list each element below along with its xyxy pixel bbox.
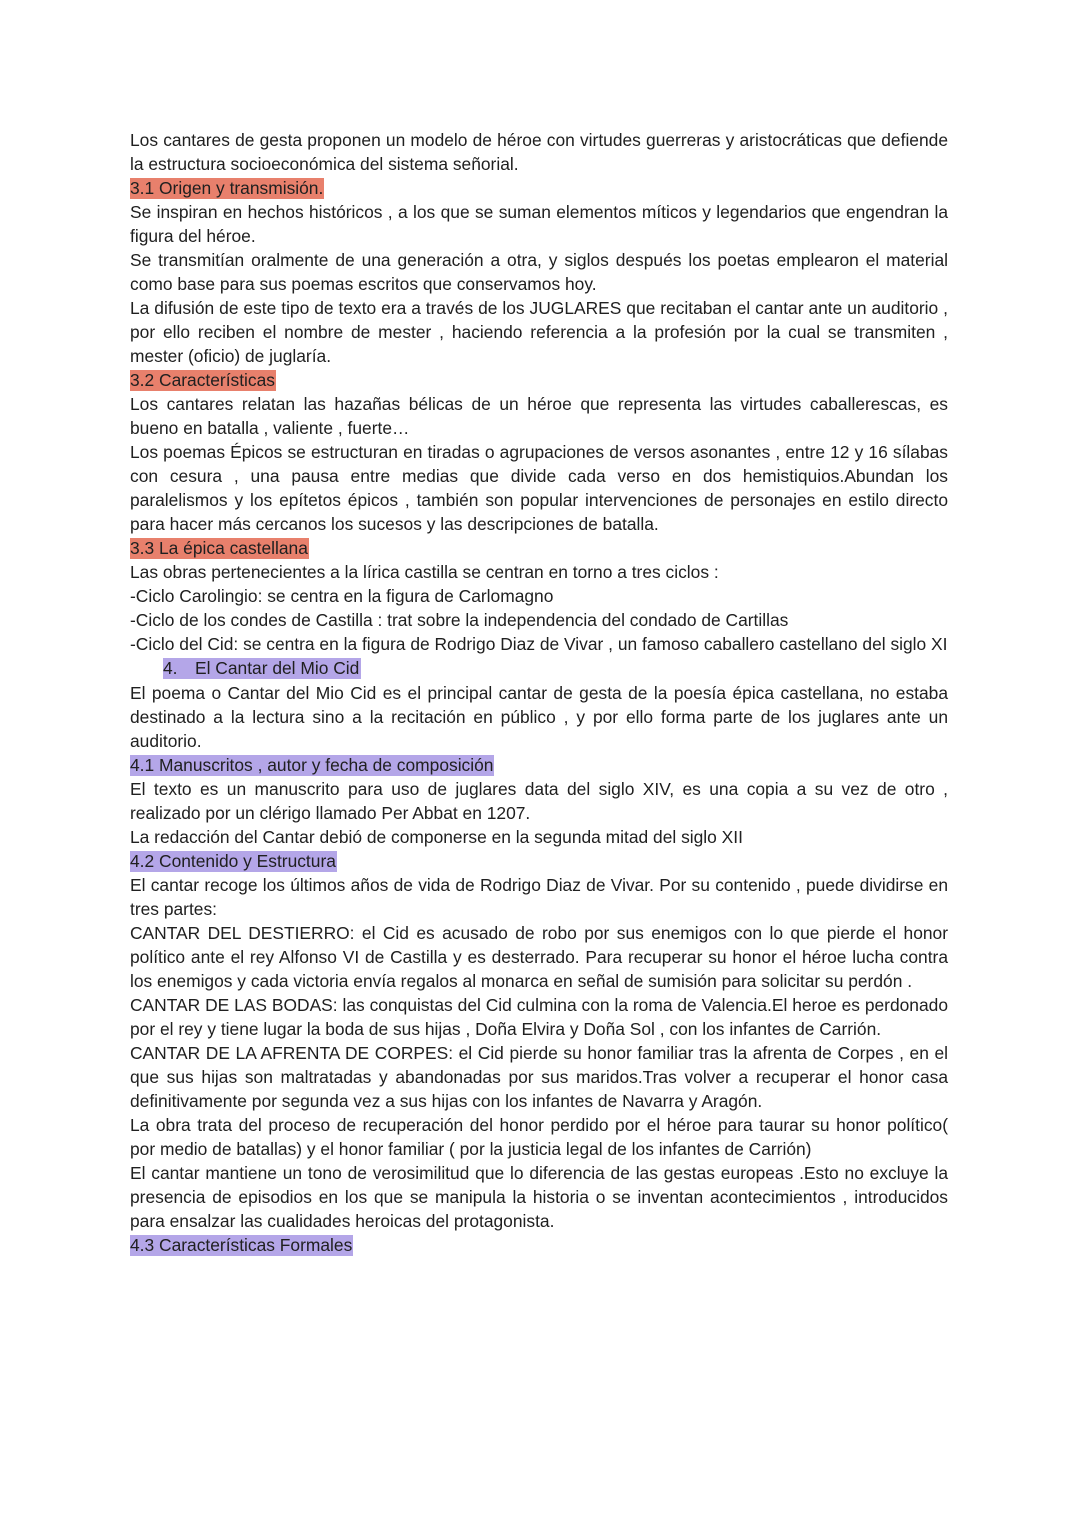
paragraph: Se inspiran en hechos históricos , a los que se suman elementos míticos y legendarios que engendran la figura del héroe. — [130, 202, 948, 246]
section-heading-4-3-caracteristicas-formales — [130, 1233, 948, 1257]
section-heading-3-2-caracteristicas — [130, 368, 948, 392]
paragraph: -Ciclo Carolingio: se centra en la figura de Carlomagno — [130, 586, 554, 606]
section-heading-3-3-la-epica-castellana — [130, 536, 948, 560]
paragraph: El cantar mantiene un tono de verosimilitud que lo diferencia de las gestas europeas .Esto no excluye la presencia de episodios en los que se manipula la historia o se inventan acontecimientos , introducidos para ensalzar las cualidades heroicas del protagonista. — [130, 1163, 948, 1231]
paragraph: El texto es un manuscrito para uso de juglares data del siglo XIV, es una copia a su vez de otro , realizado por un clérigo llamado Per Abbat en 1207. — [130, 779, 948, 823]
paragraph: CANTAR DEL DESTIERRO: el Cid es acusado de robo por sus enemigos con lo que pierde el honor político ante el rey Alfonso VI de Castilla y es desterrado. Para recuperar su honor el héroe lucha contra los enemigos y cada victoria envía regalos al monarca en señal de sumisión para solicitar su perdón . — [130, 923, 948, 991]
heading-text: El Cantar del Mio Cid — [195, 658, 360, 678]
paragraph: Las obras pertenecientes a la lírica castilla se centran en torno a tres ciclos : — [130, 562, 719, 582]
paragraph: La obra trata del proceso de recuperación del honor perdido por el héroe para taurar su honor político( por medio de batallas) y el honor familiar ( por la justicia legal de los infantes de Carrión) — [130, 1115, 948, 1159]
paragraph: CANTAR DE LAS BODAS: las conquistas del Cid culmina con la roma de Valencia.El heroe es perdonado por el rey y tiene lugar la boda de sus hijas , Doña Elvira y Doña Sol , con los infantes de Carrión. — [130, 995, 948, 1039]
paragraph: -Ciclo del Cid: se centra en la figura de Rodrigo Diaz de Vivar , un famoso caballero castellano del siglo XI — [130, 634, 948, 654]
paragraph: Los cantares relatan las hazañas bélicas de un héroe que representa las virtudes caballerescas, es bueno en batalla , valiente , fuerte… — [130, 394, 948, 438]
section-heading-3-1-origen-y-transmision — [130, 176, 948, 200]
document-page — [130, 128, 948, 1257]
paragraph: -Ciclo de los condes de Castilla : trat sobre la independencia del condado de Cartillas — [130, 610, 789, 630]
paragraph: El poema o Cantar del Mio Cid es el principal cantar de gesta de la poesía épica castellana, no estaba destinado a la lectura sino a la recitación en público , y por ello forma parte de los juglares ante un auditorio. — [130, 683, 948, 751]
section-heading-el-cantar-del-mio-cid — [130, 656, 948, 681]
heading-highlight: 3.3 La épica castellana — [130, 538, 308, 558]
heading-highlight — [163, 658, 361, 679]
paragraph: Se transmitían oralmente de una generación a otra, y siglos después los poetas emplearon el material como base para sus poemas escritos que conservamos hoy. — [130, 250, 948, 294]
section-heading-4-1-manuscritos-autor-y-fecha-de-composi — [130, 753, 948, 777]
heading-highlight: 4.2 Contenido y Estructura — [130, 851, 336, 871]
paragraph: La difusión de este tipo de texto era a través de los JUGLARES que recitaban el cantar ante un auditorio , por ello reciben el nombre de mester , haciendo referencia a la profesión por la cual se transmiten , mester (oficio) de juglaría. — [130, 298, 948, 366]
heading-highlight: 4.1 Manuscritos , autor y fecha de composición — [130, 755, 494, 775]
section-heading-4-2-contenido-y-estructura — [130, 849, 948, 873]
paragraph: Los poemas Épicos se estructuran en tiradas o agrupaciones de versos asonantes , entre 12 y 16 sílabas con cesura , una pausa entre medias que divide cada verso en dos hemistiquios.Abundan los paralelismos y los epítetos épicos , también son popular intervenciones de personajes en estilo directo para hacer más cercanos los sucesos y las descripciones de batalla. — [130, 442, 948, 534]
paragraph: La redacción del Cantar debió de componerse en la segunda mitad del siglo XII — [130, 827, 743, 847]
heading-highlight: 3.2 Características — [130, 370, 275, 390]
heading-number: 4. — [163, 658, 178, 678]
paragraph: CANTAR DE LA AFRENTA DE CORPES: el Cid pierde su honor familiar tras la afrenta de Corpes , en el que sus hijas son maltratadas y abandonadas por sus maridos.Tras volver a recuperar el honor casa definitivamente por segunda vez a sus hijas con los infantes de Navarra y Aragón. — [130, 1043, 948, 1111]
heading-highlight: 3.1 Origen y transmisión. — [130, 178, 324, 198]
heading-highlight: 4.3 Características Formales — [130, 1235, 353, 1255]
paragraph: Los cantares de gesta proponen un modelo de héroe con virtudes guerreras y aristocráticas que defiende la estructura socioeconómica del sistema señorial. — [130, 130, 948, 174]
paragraph: El cantar recoge los últimos años de vida de Rodrigo Diaz de Vivar. Por su contenido , puede dividirse en tres partes: — [130, 875, 948, 919]
